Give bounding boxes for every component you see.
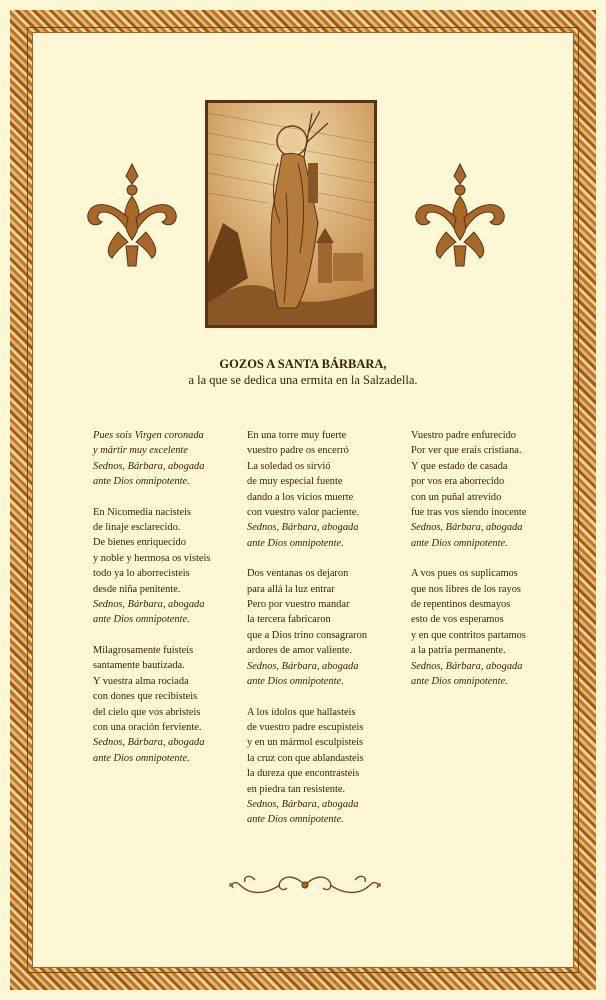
refrain-line: ante Dios omnipotente. <box>247 814 344 826</box>
stanza <box>93 505 210 628</box>
verse-line: ardores de amor valiente. <box>247 645 353 657</box>
stanza <box>247 428 367 551</box>
title-block <box>120 356 486 388</box>
refrain-line: ante Dios omnipotente. <box>93 752 190 764</box>
refrain-line: Sednos, Bárbara, abogada <box>411 660 523 672</box>
verse-line: con vuestro valor paciente. <box>247 507 359 519</box>
verse-line: Dos ventanas os dejaron <box>247 568 349 580</box>
refrain-line: Sednos, Bárbara, abogada <box>247 660 359 672</box>
verse-line: del cielo que vos abristeis <box>93 706 201 718</box>
verse-column-3 <box>411 428 526 705</box>
stanza <box>247 705 367 828</box>
verse-line: y mártir muy excelente <box>93 445 188 457</box>
verse-line: y noble y hermosa os visteis <box>93 552 211 564</box>
refrain-line: Sednos, Bárbara, abogada <box>247 522 359 534</box>
verse-line: santamente bautizada. <box>93 660 185 672</box>
verse-line: Pero por vuestro mandar <box>247 599 350 611</box>
verse-line: Y que estado de casada <box>411 460 508 472</box>
verse-line: y en un mármol esculpisteis <box>247 737 364 749</box>
refrain-line: Sednos, Bárbara, abogada <box>93 599 205 611</box>
stanza <box>247 566 367 689</box>
verse-line: de vuestro padre escupisteis <box>247 721 364 733</box>
page-subtitle: a la que se dedica una ermita en la Salzadella. <box>188 373 418 387</box>
refrain-line: ante Dios omnipotente. <box>247 676 344 688</box>
verse-line: en piedra tan resistente. <box>247 783 346 795</box>
verse-line: dando a los vicios muerte <box>247 491 354 503</box>
verse-line: Por ver que erais cristiana. <box>411 445 522 457</box>
verse-line: Sednos, Bárbara, abogada <box>93 460 205 472</box>
refrain-line: Sednos, Bárbara, abogada <box>93 737 205 749</box>
santa-barbara-engraving <box>205 100 377 328</box>
verse-line: ante Dios omnipotente. <box>93 476 190 488</box>
verse-line: A los ídolos que hallasteis <box>247 706 356 718</box>
verse-line: En Nicomedia nacisteis <box>93 506 192 518</box>
stanza <box>93 643 210 766</box>
verse-line: la dureza que encontrasteis <box>247 768 360 780</box>
verse-line: todo ya lo aborrecisteis <box>93 568 190 580</box>
verse-line: de repentinos desmayos <box>411 599 511 611</box>
verse-line: Y vuestra alma rociada <box>93 675 189 687</box>
refrain-line: ante Dios omnipotente. <box>411 537 508 549</box>
verse-line: esto de vos esperamos <box>411 614 504 626</box>
verse-line: con una oración ferviente. <box>93 721 202 733</box>
verse-line: Vuestro padre enfurecido <box>411 430 516 441</box>
fleur-ornament-right <box>410 162 510 272</box>
refrain-line: Sednos, Bárbara, abogada <box>247 798 359 810</box>
verse-line: desde niña penitente. <box>93 583 181 595</box>
verse-line: En una torre muy fuerte <box>247 430 347 441</box>
verse-line: de linaje esclarecido. <box>93 522 181 534</box>
verse-line: para allá la luz entrar <box>247 583 335 595</box>
verse-line: vuestro padre os encerró <box>247 445 349 457</box>
verse-column-2 <box>247 428 367 843</box>
verse-column-1 <box>93 428 210 781</box>
stanza <box>411 566 526 689</box>
verse-line: De bienes enriquecido <box>93 537 186 549</box>
refrain-line: ante Dios omnipotente. <box>93 614 190 626</box>
refrain-line: ante Dios omnipotente. <box>247 537 344 549</box>
verse-line: La soledad os sirvió <box>247 460 331 472</box>
verse-line: Pues sois Virgen coronada <box>93 430 204 441</box>
verse-line: por vos era aborrecido <box>411 476 505 488</box>
verse-line: de muy especial fuente <box>247 476 343 488</box>
stanza <box>411 428 526 551</box>
refrain-line: Sednos, Bárbara, abogada <box>411 522 523 534</box>
verse-line: la cruz con que ablandasteis <box>247 752 364 764</box>
verse-line: que a Dios trino consagraron <box>247 629 368 641</box>
verse-line: A vos pues os suplicamos <box>411 568 518 580</box>
scroll-divider-ornament <box>225 870 385 900</box>
verse-line: con dones que recibisteis <box>93 691 198 703</box>
verse-line: que nos libres de los rayos <box>411 583 521 595</box>
verse-line: a la patria permanente. <box>411 645 506 657</box>
verse-line: Milagrosamente fuisteis <box>93 644 194 656</box>
verse-line: fue tras vos siendo inocente <box>411 507 527 519</box>
stanza <box>93 428 210 490</box>
verse-line: con un puñal atrevido <box>411 491 502 503</box>
verse-line: y en que contritos partamos <box>411 629 526 641</box>
refrain-line: ante Dios omnipotente. <box>411 676 508 688</box>
fleur-ornament-left <box>82 162 182 272</box>
verse-line: la tercera fabricaron <box>247 614 331 626</box>
page-title: GOZOS A SANTA BÁRBARA, <box>219 357 387 371</box>
